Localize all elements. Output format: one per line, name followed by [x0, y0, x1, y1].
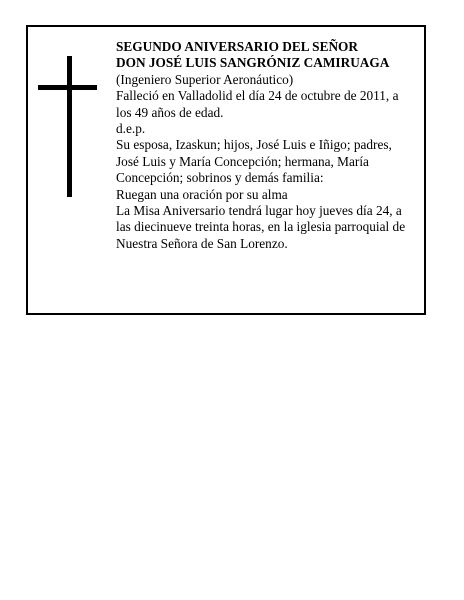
obituary-notice: [26, 25, 426, 315]
mass-line-3: Nuestra Señora de San Lorenzo.: [116, 235, 288, 251]
family-line-3: Concepción; sobrinos y demás familia:: [116, 170, 324, 186]
mass-line-1: La Misa Aniversario tendrá lugar hoy jueves día 24, a: [116, 203, 402, 219]
cross-vertical-bar: [67, 56, 72, 197]
death-line-1: Falleció en Valladolid el día 24 de octubre de 2011, a: [116, 88, 399, 104]
subtitle: (Ingeniero Superior Aeronáutico): [116, 71, 294, 87]
prayer-text: Ruegan una oración por su alma: [116, 186, 288, 202]
family-line-2: José Luis y María Concepción; hermana, María: [116, 153, 369, 169]
mass-line-2: las diecinueve treinta horas, en la iglesia parroquial de: [116, 219, 406, 235]
cross-horizontal-bar: [38, 85, 97, 90]
family-line-1: Su esposa, Izaskun; hijos, José Luis e Iñigo; padres,: [116, 137, 392, 153]
heading-line-1: SEGUNDO ANIVERSARIO DEL SEÑOR: [116, 39, 358, 54]
rip-text: d.e.p.: [116, 121, 146, 137]
notice-text: [116, 39, 422, 252]
death-line-2: los 49 años de edad.: [116, 104, 224, 120]
heading-line-2: DON JOSÉ LUIS SANGRÓNIZ CAMIRUAGA: [116, 55, 390, 71]
